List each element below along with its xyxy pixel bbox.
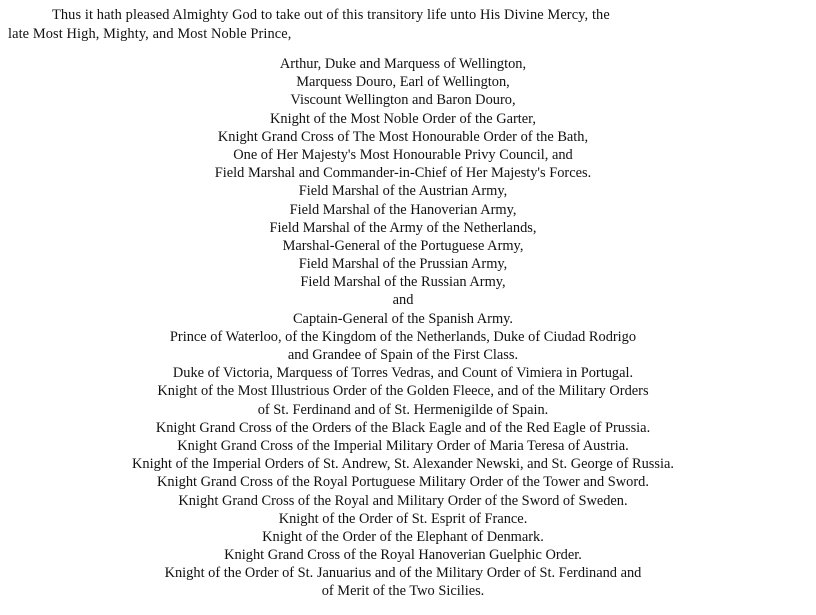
- title-line: Duke of Victoria, Marquess of Torres Vedras, and Count of Vimiera in Portugal.: [172, 365, 634, 382]
- title-line: Captain-General of the Spanish Army.: [292, 310, 514, 327]
- title-line: Knight Grand Cross of the Imperial Military Order of Maria Teresa of Austria.: [177, 437, 629, 454]
- title-line: Knight of the Most Illustrious Order of the Golden Fleece, and of the Military Orders: [157, 383, 649, 400]
- intro-line: Thus it hath pleased Almighty God to take out of this transitory life unto His Divine Mercy, the: [52, 7, 610, 23]
- title-line: Field Marshal of the Austrian Army,: [298, 183, 508, 200]
- title-line: Knight of the Most Noble Order of the Garter,: [270, 110, 536, 127]
- title-line: Marquess Douro, Earl of Wellington,: [296, 74, 510, 91]
- intro-paragraph: [8, 6, 808, 44]
- title-line: Knight of the Order of St. Januarius and of the Military Order of St. Ferdinand and: [164, 565, 642, 582]
- intro-line: late Most High, Mighty, and Most Noble Prince,: [8, 26, 292, 42]
- title-line: Knight Grand Cross of the Royal Hanoverian Guelphic Order.: [224, 547, 582, 564]
- title-line: Field Marshal and Commander-in-Chief of Her Majesty's Forces.: [214, 165, 592, 182]
- title-line: Knight Grand Cross of The Most Honourable Order of the Bath,: [217, 128, 589, 145]
- title-line: of Merit of the Two Sicilies.: [321, 583, 485, 600]
- title-line: Field Marshal of the Army of the Netherlands,: [269, 219, 537, 236]
- title-line: of St. Ferdinand and of St. Hermenigilde of Spain.: [257, 401, 549, 418]
- title-line: Field Marshal of the Hanoverian Army,: [289, 201, 517, 218]
- titles-list: [0, 55, 806, 601]
- title-line: Knight Grand Cross of the Royal Portuguese Military Order of the Tower and Sword.: [157, 474, 649, 491]
- title-line: and: [392, 292, 414, 309]
- title-line: Knight Grand Cross of the Royal and Military Order of the Sword of Sweden.: [178, 492, 628, 509]
- title-line: Arthur, Duke and Marquess of Wellington,: [279, 56, 527, 72]
- title-line: Knight of the Order of St. Esprit of France.: [278, 510, 528, 527]
- title-line: Viscount Wellington and Baron Douro,: [290, 92, 516, 109]
- title-line: Field Marshal of the Prussian Army,: [298, 256, 508, 273]
- title-line: Marshal-General of the Portuguese Army,: [282, 237, 524, 254]
- title-line: Prince of Waterloo, of the Kingdom of the Netherlands, Duke of Ciudad Rodrigo: [169, 328, 637, 345]
- title-line: One of Her Majesty's Most Honourable Privy Council, and: [233, 146, 573, 163]
- title-line: Field Marshal of the Russian Army,: [300, 274, 506, 291]
- title-line: and Grandee of Spain of the First Class.: [287, 347, 519, 363]
- title-line: Knight Grand Cross of the Orders of the Black Eagle and of the Red Eagle of Prussia.: [155, 419, 651, 436]
- title-line: Knight of the Order of the Elephant of Denmark.: [262, 528, 544, 545]
- title-line: Knight of the Imperial Orders of St. Andrew, St. Alexander Newski, and St. George of Russia.: [132, 456, 674, 473]
